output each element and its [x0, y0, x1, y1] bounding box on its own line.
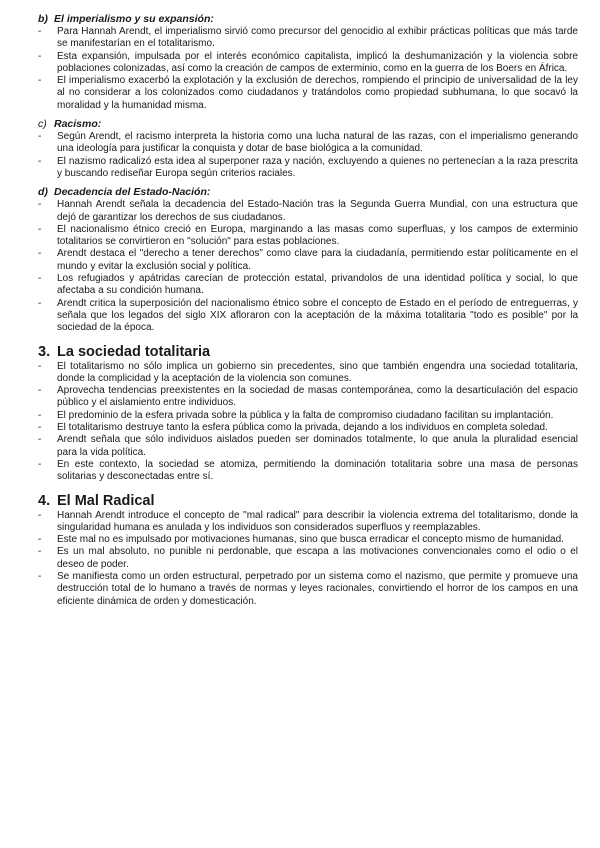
subsection-d-list	[38, 199, 578, 334]
subsection-b-title: El imperialismo y su expansión:	[54, 13, 214, 25]
list-item: - Según Arendt, el racismo interpreta la historia como una lucha natural de las razas, con el imperialismo generando una ideología para justificar la conquista y dotar de base biológica a la comunidad.	[38, 131, 578, 155]
document-content	[38, 13, 578, 608]
list-item: - Hannah Arendt señala la decadencia del Estado-Nación tras la Segunda Guerra Mundial, con una estructura que dejó de garantizar los derechos de sus ciudadanos.	[38, 199, 578, 223]
list-item: - Arendt critica la superposición del nacionalismo étnico sobre el concepto de Estado en el período de entreguerras, y señala que los legados del siglo XIX afloraron con la aceptación de la máxima totalitaria "todo es posible" por la sociedad de la época.	[38, 297, 578, 334]
list-item: - Se manifiesta como un orden estructural, perpetrado por un sistema como el nazismo, que permite y promueve una destrucción total de lo humano a través de normas y leyes racionales, convirtiendo el horror de los campos en una eficiente dinámica de orden y domesticación.	[38, 570, 578, 607]
list-item: - El totalitarismo no sólo implica un gobierno sin precedentes, sino que también engendra una sociedad totalitaria, donde la complicidad y la aceptación de la violencia son comunes.	[38, 360, 578, 384]
section-3-number: 3.	[38, 343, 51, 360]
list-item: - Esta expansión, impulsada por el interés económico capitalista, implicó la deshumanización y la violencia sobre poblaciones colonizadas, así como la creación de campos de exterminio, como en la guerra de los Boers en África.	[38, 50, 578, 74]
section-4-list	[38, 510, 578, 608]
subsection-d-title: Decadencia del Estado-Nación:	[54, 186, 211, 199]
list-item: - Es un mal absoluto, no punible ni perdonable, que escapa a las motivaciones convencionales como el odio o el deseo de poder.	[38, 546, 578, 570]
subsection-b-list	[38, 26, 578, 112]
list-item: - El nazismo radicalizó esta idea al superponer raza y nación, excluyendo a quienes no pertenecían a la raza prescrita y buscando rediseñar Europa según criterios raciales.	[38, 155, 578, 179]
section-3-title: La sociedad totalitaria	[57, 343, 211, 360]
list-item: - Hannah Arendt introduce el concepto de "mal radical" para describir la violencia extrema del totalitarismo, donde la singularidad humana es anulada y los individuos son considerados superfluos y reemplazables.	[38, 509, 578, 533]
list-item: - Aprovecha tendencias preexistentes en la sociedad de masas contemporánea, como la desarticulación del espacio público y el aislamiento entre individuos.	[38, 385, 578, 409]
subsection-c-list	[38, 131, 578, 180]
list-item: - El nacionalismo étnico creció en Europa, marginando a las masas como superfluas, y los campos de exterminio totalitarios se convirtieron en "solución" para estas poblaciones.	[38, 223, 578, 248]
subsection-b-letter: b)	[38, 13, 48, 25]
section-4-heading	[38, 493, 578, 509]
list-item: - Los refugiados y apátridas carecían de protección estatal, privandolos de una identidad política y social, lo que afectaba a su condición humana.	[38, 273, 578, 297]
list-item: - Arendt señala que sólo individuos aislados pueden ser dominados totalmente, lo que anula la pluralidad esencial para la vida política.	[38, 434, 578, 458]
section-4-number: 4.	[38, 492, 51, 509]
section-3-list	[38, 361, 578, 484]
subsection-d-heading	[38, 186, 578, 199]
list-item: - El totalitarismo destruye tanto la esfera pública como la privada, dejando a los individuos en completa soledad.	[38, 422, 548, 434]
list-item: - El predominio de la esfera privada sobre la pública y la falta de compromiso ciudadano facilitan su implantación.	[38, 409, 554, 421]
list-item: - El imperialismo exacerbó la explotación y la exclusión de derechos, rompiendo el principio de universalidad de la ley al no considerar a los colonizados como ciudadanos y tratándolos como propiedad subhumana, lo que socavó la moralidad y la humanidad misma.	[38, 75, 578, 111]
list-item: - Para Hannah Arendt, el imperialismo sirvió como precursor del genocidio al exhibir prácticas políticas que más tarde se manifestarían en el totalitarismo.	[38, 26, 578, 50]
subsection-b-heading	[38, 13, 578, 26]
subsection-c-heading	[38, 118, 578, 131]
subsection-d-letter: d)	[38, 186, 48, 199]
subsection-c-title: Racismo:	[54, 118, 102, 131]
list-item: - Arendt destaca el "derecho a tener derechos" como clave para la ciudadanía, permitiendo estar políticamente en el mundo y evitar la exclusión social y política.	[38, 248, 578, 272]
list-item: - Este mal no es impulsado por motivaciones humanas, sino que busca erradicar el concepto mismo de humanidad.	[38, 534, 564, 546]
list-item: - En este contexto, la sociedad se atomiza, permitiendo la dominación totalitaria sobre una masa de personas solitarias y desconectadas entre sí.	[38, 458, 578, 483]
section-3-heading	[38, 344, 578, 360]
subsection-c-letter: c)	[38, 118, 47, 131]
section-4-title: El Mal Radical	[57, 492, 155, 509]
